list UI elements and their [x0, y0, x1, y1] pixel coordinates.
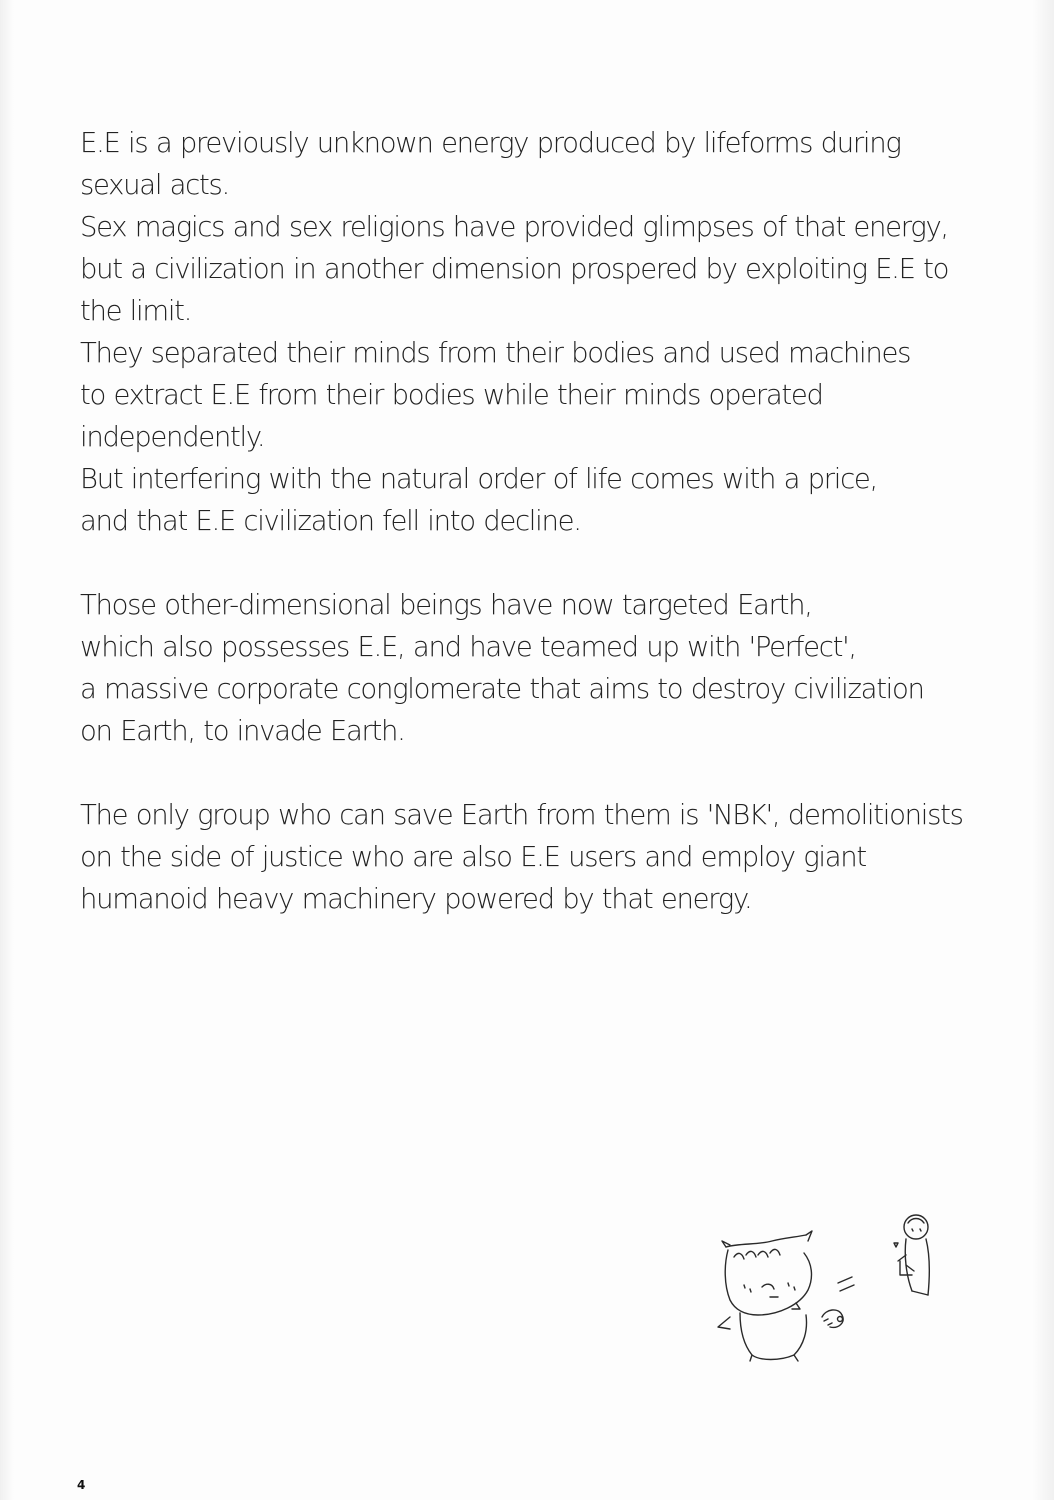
- text-line: independently.: [80, 421, 265, 453]
- paragraph-3: [80, 794, 980, 920]
- text-line: Sex magics and sex religions have provided glimpses of that energy,: [80, 211, 948, 243]
- paragraph-1: [80, 122, 980, 542]
- text-line: a massive corporate conglomerate that aims to destroy civilization: [80, 673, 924, 705]
- paragraph-2: [80, 584, 980, 752]
- page-number: 4: [77, 1478, 86, 1492]
- text-line: which also possesses E.E, and have teamed up with 'Perfect',: [80, 631, 856, 663]
- text-line: but a civilization in another dimension prospered by exploiting E.E to: [80, 253, 949, 285]
- text-line: sexual acts.: [80, 169, 229, 201]
- text-line: They separated their minds from their bodies and used machines: [80, 337, 911, 369]
- page-right-shadow: [1032, 0, 1054, 1500]
- chibi-characters-icon: [700, 1205, 960, 1365]
- text-line: Those other-dimensional beings have now targeted Earth,: [80, 589, 812, 621]
- text-line: But interfering with the natural order of life comes with a price,: [80, 463, 877, 495]
- body-text: [80, 122, 980, 920]
- text-line: on the side of justice who are also E.E users and employ giant: [80, 841, 866, 873]
- text-line: the limit.: [80, 295, 192, 327]
- text-line: E.E is a previously unknown energy produced by lifeforms during: [80, 127, 901, 159]
- paragraph-gap: [80, 752, 980, 794]
- text-line: on Earth, to invade Earth.: [80, 715, 405, 747]
- text-line: humanoid heavy machinery powered by that energy.: [80, 883, 752, 915]
- paragraph-gap: [80, 542, 980, 584]
- text-line: The only group who can save Earth from them is 'NBK', demolitionists: [80, 799, 963, 831]
- page-left-shadow: [0, 0, 14, 1500]
- text-line: to extract E.E from their bodies while their minds operated: [80, 379, 823, 411]
- text-line: and that E.E civilization fell into decline.: [80, 505, 581, 537]
